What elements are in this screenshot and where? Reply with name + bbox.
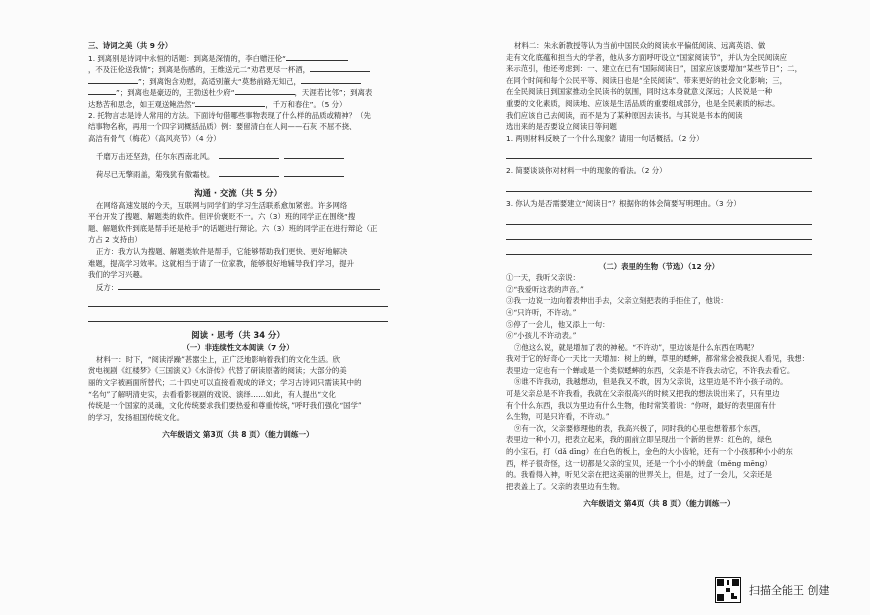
paragraph-8: ⑧谁不许我动，我越想动，但是我又不敢，因为父亲说，这里边是不许小孩子动的。 <box>514 377 788 387</box>
paragraph-9: 的。我看得入神，听见父亲在把这美丽的世界关上，但是，过了一会儿，父亲还是 <box>506 470 773 480</box>
answer-line[interactable] <box>88 307 388 322</box>
material-1: “名句”了解明清史实，去看看影视剧的戏说、演绎……如此，有人提出“文化 <box>88 389 336 399</box>
answer-line[interactable] <box>506 177 812 192</box>
paragraph: ④“只许听，不许动。” <box>506 307 577 317</box>
con-line: 反方： <box>88 281 388 293</box>
q1-line-2: ，不及汪伦送我情”；到离是伤感的，王维送元二“劝君更尽一杯酒， <box>88 63 388 75</box>
section-title-reading: 阅读 · 思考（共 34 分） <box>191 330 285 341</box>
scanner-watermark <box>715 576 830 604</box>
answer-blank[interactable] <box>219 168 279 177</box>
paragraph-9: 的小宝石，打（dǎ dīng）在白色的板上，金色的大小齿轮，还有一个小孩那种小小的东 <box>506 447 793 457</box>
question-1: 1. 两则材料反映了一个什么现象？请用一句话概括。（2 分） <box>506 133 704 143</box>
comm-text: 题、解题软件到底是帮手还是枪手”的话题进行辩论。六（3）班的同学正在进行辩论（正 <box>88 223 378 233</box>
q2-line-3: 高洁有骨气（梅花）（高风亮节）（4 分） <box>88 133 221 143</box>
material-2: 材料二：朱永新教授等认为当前中国民众的阅读水平偏低阅读、远离英语、做 <box>514 41 766 50</box>
paragraph-7: 我对于它的好奇心一天比一天增加：树上的蝉，草里的蟋蟀，都常常会被我捉人看见，我想： <box>506 354 810 364</box>
q1-line-1: 1. 到离别是诗词中永恒的话题：到离是深情的，李白赠汪伦“ <box>88 52 388 64</box>
material-2: 重要的文化素质，阅读地、应该是生活品质的重要组成部分，也是全民素质的标志。 <box>506 98 780 108</box>
watermark-text: 扫描全能王 创建 <box>749 584 830 597</box>
answer-line[interactable] <box>506 210 812 225</box>
poem-line-2: 荷尽已无擎雨盖，菊残犹有傲霜枝。 <box>88 168 388 180</box>
paragraph: ③我一边说一边向着表伸出手去，父亲立刻把表的手拒住了，他说： <box>506 296 728 306</box>
answer-blank[interactable] <box>284 150 344 159</box>
answer-blank[interactable] <box>301 75 361 84</box>
q2-line-2: 结事物名称，再用一个四字词概括品质）例：要留清白在人间——石灰 不屈不挠、 <box>88 122 357 132</box>
answer-blank[interactable] <box>219 150 279 159</box>
pro-argument: 正方：我方认为搜题、解题类软件是帮手，它能够帮助我们更快、更好地解决 <box>96 246 348 256</box>
left-page <box>88 40 388 441</box>
answer-line[interactable] <box>88 292 388 307</box>
paragraph-9: 西，样子很奇怪，这一切都是父亲的宝贝，还是一个小小的转盘（měng mēng） <box>506 458 772 468</box>
material-2: 在全民阅读日到国家推动全民读书的氛围，同时这本身就意义深远；人民说是一种 <box>506 87 773 97</box>
answer-line[interactable] <box>506 240 812 255</box>
paragraph: ⑤停了一会儿，他又添上一句： <box>506 319 610 329</box>
answer-blank[interactable] <box>286 52 348 61</box>
page-footer-right: 六年级语文 第4页（共 8 页）（能力训练一） <box>583 499 735 509</box>
q1-line-4: ”；到离也是豪迈的，王勃送杜少府“ ，天涯若比邻”；到离表 <box>88 86 388 98</box>
material-1: 传统是一个国家的灵魂，文化传统要求我们要热爱和尊重传统，”呼吁我们强化“国学” <box>88 401 362 411</box>
material-1: 的学习，发扬祖国传统文化。 <box>88 412 185 422</box>
poem-line-1: 千磨万击还坚劲，任尔东西南北风。 <box>88 150 388 162</box>
answer-blank[interactable] <box>118 281 380 290</box>
answer-blank[interactable] <box>88 86 116 95</box>
comm-text: 平台开发了搜题、解题类的软件。但评价褒贬不一。六（3）班的同学正在围绕“搜 <box>88 212 356 222</box>
paragraph-9: 表里边一种小刀，把表立起来，我的面前立即呈现出一个新的世界：红色的，绿色 <box>506 435 773 445</box>
paragraph-8: 可是父亲总是不许我看，我就在父亲很高兴的时候又把我的想法说出来了，只有里边 <box>506 389 780 399</box>
material-1: 赏电视剧《红楼梦》《三国演义》《水浒传》代替了研读原著的阅读；大部分的美 <box>88 366 347 376</box>
question-3: 3. 你认为是否需要建立“阅读日”？根据你的体会简要写明理由。（3 分） <box>506 198 741 208</box>
material-1: 材料一：时下，“阅读浮躁”甚嚣尘上，正广泛地影响着我们的文化生活。欣 <box>96 354 341 364</box>
material-2: 选出来的是否要设立阅读日等问题 <box>506 122 617 132</box>
reading-subtitle: （一）非连续性文本阅读（7 分） <box>182 343 294 353</box>
right-page <box>506 40 812 510</box>
paragraph-9: 把表盖上了。父亲的表里边有生物。 <box>506 481 625 491</box>
paragraph-8: 么生物，可是只许看，不许动。” <box>506 412 610 422</box>
q2-line-1: 2. 托物言志是诗人常用的方法。下面诗句借哪些事物表现了什么样的品质或精神？（先 <box>88 110 371 120</box>
paragraph-7: 表里边一定也有一个蝉或是一个类似蟋蟀的东西，父亲是不许我去动它，不许我去看它。 <box>506 365 795 375</box>
q1-line-3: ”；到离饱含劝慰，高适别董大“莫愁前路无知己， <box>88 75 388 87</box>
page-footer-left: 六年级语文 第3页（共 8 页）（能力训练一） <box>162 430 314 440</box>
paragraph: ①一天，我听父亲说： <box>506 273 580 283</box>
section-title-poetry: 三、诗词之美（共 9 分） <box>88 41 173 50</box>
comm-text: 在网络高速发展的今天，互联网与同学们的学习生活联系愈加紧密。许多网络 <box>96 200 348 210</box>
q1-line-5: 达愁苦和思念，如王观送鲍浩然“ ，千万和春住”。（5 分） <box>88 99 347 109</box>
answer-blank[interactable] <box>310 63 370 72</box>
paragraph-7: ⑦他这么说，就是增加了表的神秘。“不许动”，里边该是什么东西在鸣呢？ <box>514 342 759 352</box>
paragraph: ⑥“小孩儿不许动表。” <box>506 331 577 341</box>
material-1: 丽的文字被画面所替代；二十四史可以直接看观成的译文；学习古诗词只需读其中的 <box>88 378 362 388</box>
material-2: 走有文化底蕴和担当大的学者，他从多方面呼吁设立“国家阅读节”，并认为全民阅读应 <box>506 52 788 62</box>
answer-line[interactable] <box>506 225 812 240</box>
section-title-communication: 沟通 · 交流（共 5 分） <box>194 187 282 198</box>
comm-text: 方占 2 支持由） <box>88 235 142 245</box>
paragraph-9: ⑨有一次，父亲要修理他的表，我高兴极了，同时我的心里也想着那个东西， <box>514 423 766 433</box>
answer-blank[interactable] <box>88 75 138 84</box>
answer-blank[interactable] <box>284 168 344 177</box>
answer-blank[interactable] <box>235 86 295 95</box>
material-2: 我们应该自己去阅读，而不是为了某种原因去读书。与其说是书本的阅读 <box>506 110 743 120</box>
pro-argument: 我们的学习兴趣。 <box>88 270 148 280</box>
paragraph: ②“我爱听这表的声音。” <box>506 284 584 294</box>
pro-argument: 难题，提高学习效率。这就相当于请了一位家教，能够很好地辅导我们学习，提升 <box>88 258 355 268</box>
reading-2-title: （二）表里的生物（节选）（12 分） <box>598 261 720 271</box>
paragraph-8: 有个什么东西，我以为里边有什么生物，他时常笑着说：“你呀，最好的表里面有什 <box>506 400 776 410</box>
answer-line[interactable] <box>506 144 812 159</box>
qr-code-icon <box>715 577 741 603</box>
material-2: 在同个时间和每个公民平等、阅读日也是“全民阅读”、带来更好的社会文化影响；三， <box>506 75 788 85</box>
answer-blank[interactable] <box>195 98 265 107</box>
material-2: 来示范引，他还考虑到：一、建立在已有“国际阅读日”，国家应该要增加“某些节日”；二， <box>506 64 802 74</box>
question-2: 2. 简要谈谈你对材料一中的现象的看法。（2 分） <box>506 166 667 176</box>
